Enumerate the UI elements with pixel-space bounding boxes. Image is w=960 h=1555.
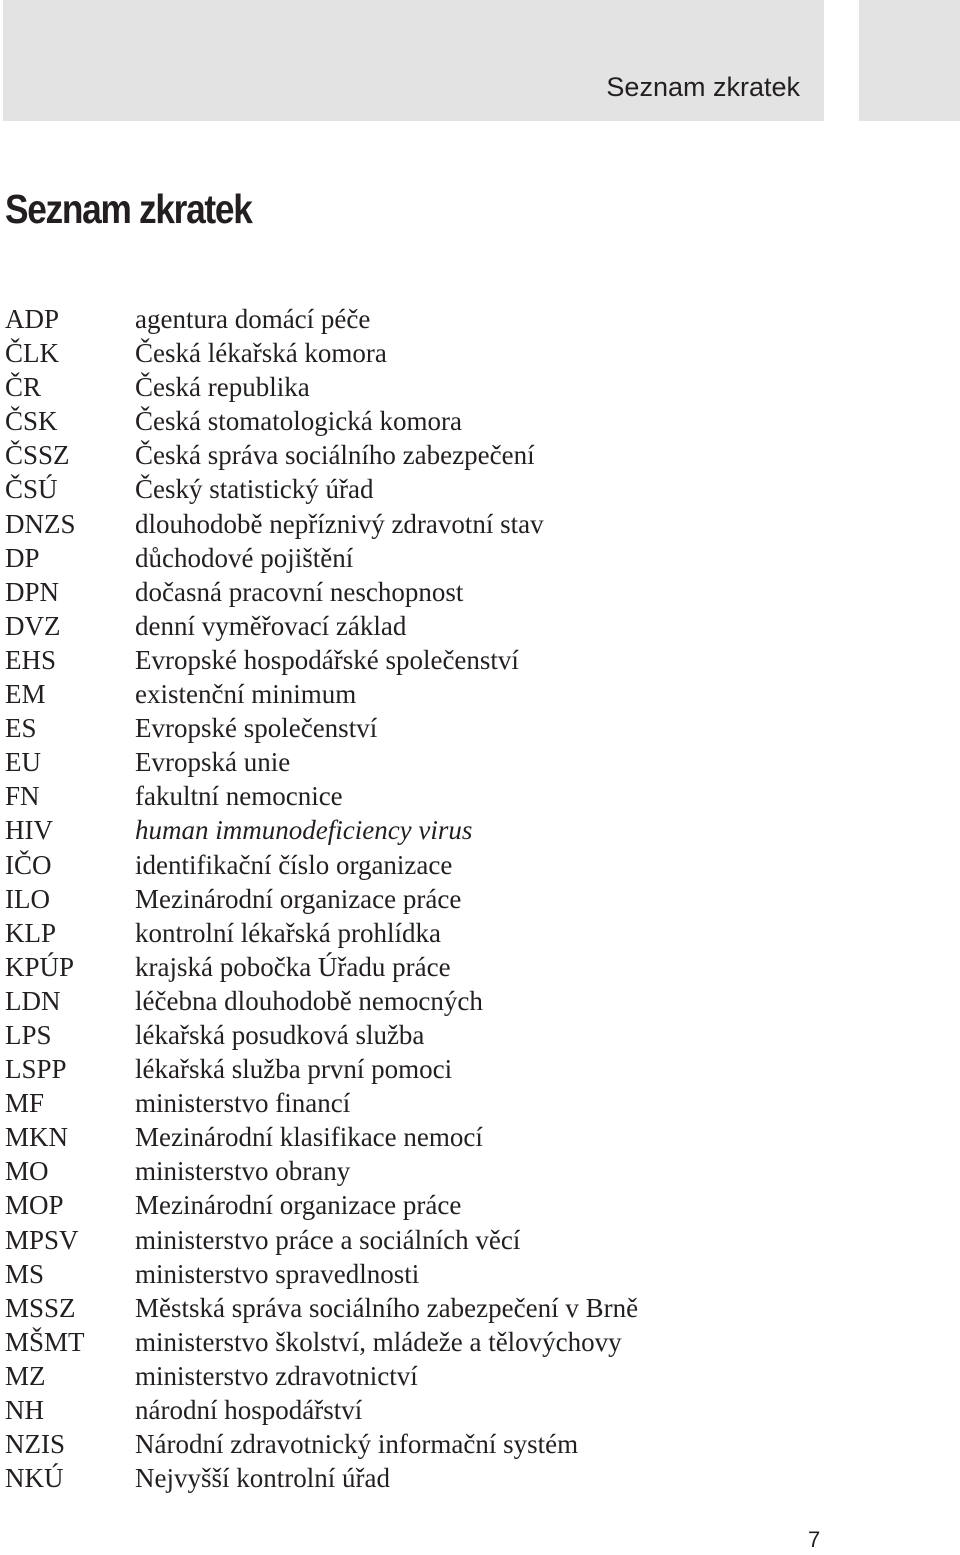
abbreviation-meaning: důchodové pojištění	[135, 542, 354, 573]
abbreviation-code: KPÚP	[5, 951, 75, 982]
abbreviation-meaning: Česká stomatologická komora	[135, 406, 462, 437]
abbreviation-meaning: Evropské společenství	[135, 713, 378, 744]
abbreviation-meaning: Česká správa sociálního zabezpečení	[135, 440, 535, 471]
abbreviation-meaning: Česká lékařská komora	[135, 338, 387, 369]
abbreviation-meaning: dlouhodobě nepříznivý zdravotní stav	[135, 508, 544, 539]
abbreviation-code: MŠMT	[5, 1326, 85, 1357]
abbreviation-meaning: Nejvyšší kontrolní úřad	[135, 1463, 390, 1494]
abbreviation-meaning: Mezinárodní klasifikace nemocí	[135, 1122, 483, 1153]
abbreviation-meaning: dočasná pracovní neschopnost	[135, 576, 464, 607]
abbreviation-meaning: denní vyměřovací základ	[135, 610, 407, 641]
abbreviation-code: ČR	[5, 372, 42, 403]
abbreviation-code: ADP	[5, 304, 60, 334]
abbreviation-code: KLP	[5, 917, 57, 948]
abbreviation-code: DP	[5, 542, 40, 573]
abbreviation-meaning: ministerstvo zdravotnictví	[135, 1360, 418, 1391]
abbreviation-code: MZ	[5, 1360, 46, 1391]
abbreviation-meaning: identifikační číslo organizace	[135, 849, 453, 880]
abbreviation-meaning: krajská pobočka Úřadu práce	[135, 951, 451, 982]
abbreviation-meaning: human immunodeficiency virus	[135, 815, 473, 846]
abbreviation-meaning: národní hospodářství	[135, 1395, 363, 1425]
abbreviation-code: ILO	[5, 883, 50, 914]
abbreviation-meaning: lékařská služba první pomoci	[135, 1054, 453, 1085]
abbreviation-meaning: lékařská posudková služba	[135, 1019, 425, 1050]
abbreviation-code: EU	[5, 747, 41, 778]
abbreviation-code: EHS	[5, 644, 57, 675]
abbreviation-meaning: agentura domácí péče	[135, 304, 371, 334]
running-header-band	[3, 0, 824, 121]
abbreviation-code: ČSÚ	[5, 474, 58, 505]
abbreviation-code: NZIS	[5, 1429, 65, 1460]
abbreviation-meaning: existenční minimum	[135, 679, 357, 710]
abbreviation-meaning: Městská správa sociálního zabezpečení v Brně	[135, 1292, 639, 1323]
abbreviation-code: HIV	[5, 815, 53, 846]
abbreviation-code: ČSK	[5, 406, 58, 437]
abbreviation-code: DPN	[5, 576, 60, 607]
abbreviation-meaning: Česká republika	[135, 372, 310, 403]
abbreviation-code: NH	[5, 1395, 44, 1425]
abbreviation-meaning: kontrolní lékařská prohlídka	[135, 917, 441, 948]
abbreviation-code: NKÚ	[5, 1463, 64, 1494]
abbreviation-code: IČO	[5, 849, 52, 880]
page-number: 7	[808, 1527, 821, 1552]
header-thumb-tab	[859, 0, 960, 121]
abbreviation-meaning: ministerstvo spravedlnosti	[135, 1258, 420, 1289]
abbreviation-code: ČLK	[5, 338, 59, 369]
abbreviation-code: MOP	[5, 1190, 64, 1221]
abbreviation-code: DVZ	[5, 610, 61, 641]
abbreviation-code: EM	[5, 679, 46, 710]
abbreviation-meaning: Národní zdravotnický informační systém	[135, 1429, 579, 1460]
abbreviation-code: ES	[5, 713, 37, 744]
abbreviation-meaning: Evropské hospodářské společenství	[135, 644, 519, 675]
abbreviation-code: DNZS	[5, 508, 76, 539]
abbreviation-meaning: ministerstvo obrany	[135, 1156, 351, 1187]
abbreviation-code: LSPP	[5, 1054, 67, 1085]
page-title: Seznam zkratek	[5, 186, 252, 232]
abbreviation-meaning: léčebna dlouhodobě nemocných	[135, 985, 483, 1016]
abbreviation-code: MF	[5, 1088, 45, 1119]
abbreviation-meaning: fakultní nemocnice	[135, 781, 343, 812]
running-header-title: Seznam zkratek	[606, 72, 800, 102]
abbreviation-code: MKN	[5, 1122, 69, 1153]
abbreviation-meaning: Mezinárodní organizace práce	[135, 883, 462, 914]
abbreviation-code: FN	[5, 781, 40, 812]
abbreviation-code: MS	[5, 1258, 45, 1289]
abbreviation-code: MPSV	[5, 1224, 79, 1255]
abbreviation-code: MO	[5, 1156, 49, 1187]
abbreviation-code: ČSSZ	[5, 440, 70, 471]
abbreviation-code: LPS	[5, 1019, 52, 1050]
abbreviation-code: LDN	[5, 985, 61, 1016]
abbreviation-meaning: Mezinárodní organizace práce	[135, 1190, 462, 1221]
abbreviation-code: MSSZ	[5, 1292, 76, 1323]
abbreviation-meaning: Evropská unie	[135, 747, 291, 778]
abbreviation-meaning: Český statistický úřad	[135, 474, 374, 505]
abbreviation-meaning: ministerstvo práce a sociálních věcí	[135, 1224, 521, 1255]
abbreviation-meaning: ministerstvo financí	[135, 1088, 351, 1119]
abbreviation-meaning: ministerstvo školství, mládeže a tělovýchovy	[135, 1326, 622, 1357]
